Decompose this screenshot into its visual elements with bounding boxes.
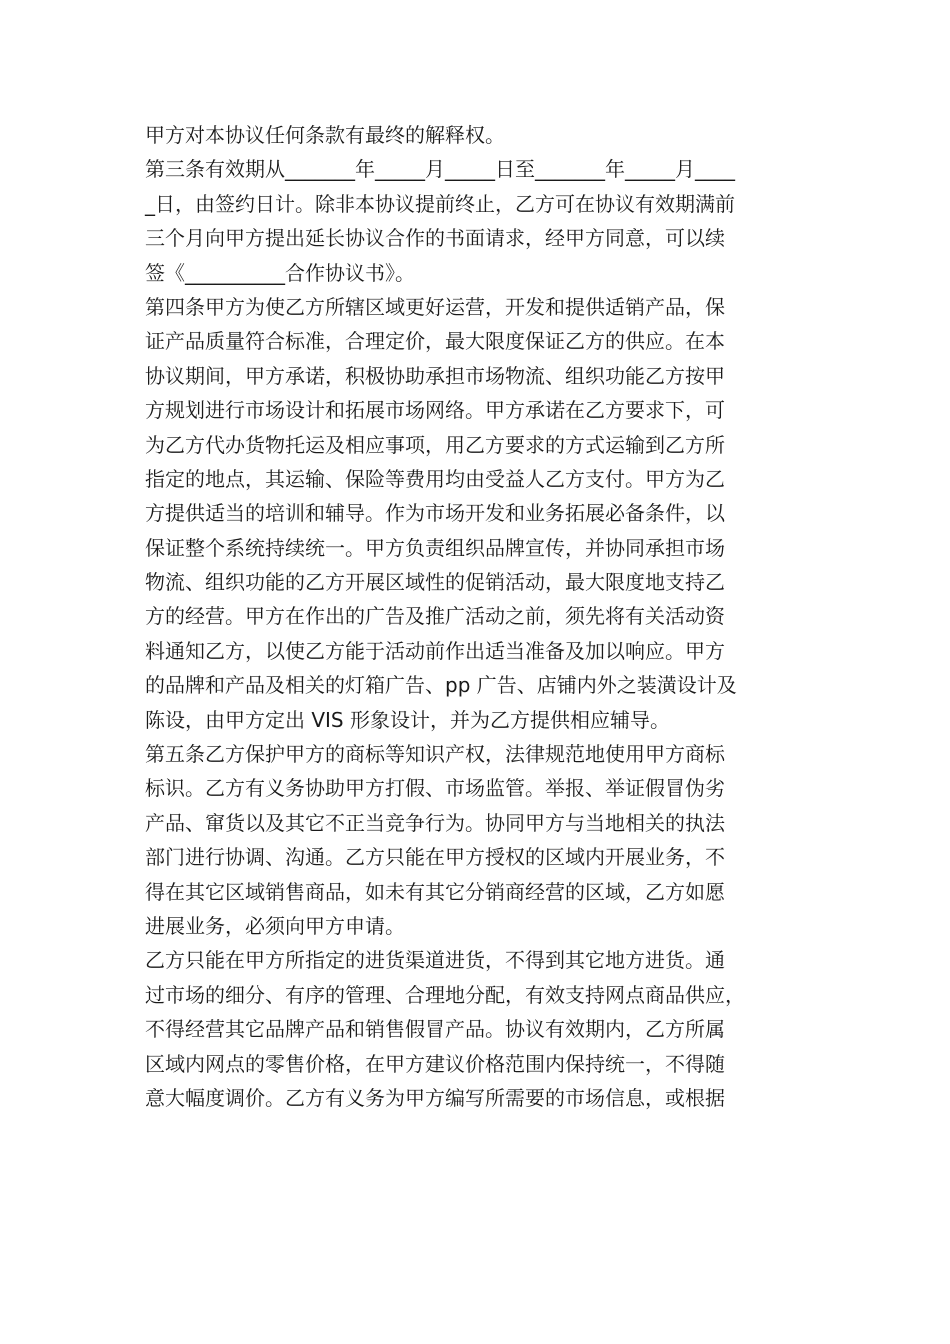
text-line: 协议期间，甲方承诺，积极协助承担市场物流、组织功能乙方按甲 [145, 363, 725, 388]
text-line: 方规划进行市场设计和拓展市场网络。甲方承诺在乙方要求下，可 [145, 398, 725, 423]
text-line: 不得经营其它品牌产品和销售假冒产品。协议有效期内，乙方所属 [145, 1017, 725, 1042]
text-line: 得在其它区域销售商品，如未有其它分销商经营的区域，乙方如愿 [145, 879, 725, 904]
text-line: 三个月向甲方提出延长协议合作的书面请求，经甲方同意，可以续 [145, 226, 725, 251]
text-line: 物流、组织功能的乙方开展区域性的促销活动，最大限度地支持乙 [145, 570, 725, 595]
text-line: 进展业务，必须向甲方申请。 [145, 913, 405, 938]
text-line: 指定的地点，其运输、保险等费用均由受益人乙方支付。甲方为乙 [145, 466, 725, 491]
text-line: 标识。乙方有义务协助甲方打假、市场监管。举报、举证假冒伪劣 [145, 776, 725, 801]
document-body [145, 118, 825, 1115]
text-line: 乙方只能在甲方所指定的进货渠道进货，不得到其它地方进货。通 [145, 948, 725, 973]
text-line: 证产品质量符合标准，合理定价，最大限度保证乙方的供应。在本 [145, 329, 725, 354]
text-line: 料通知乙方，以使乙方能于活动前作出适当准备及加以响应。甲方 [145, 638, 725, 663]
text-line: 为乙方代办货物托运及相应事项，用乙方要求的方式运输到乙方所 [145, 432, 725, 457]
text-line: 签《__________合作协议书》。 [145, 260, 415, 285]
text-line: 甲方对本协议任何条款有最终的解释权。 [145, 123, 505, 147]
text-line: 第四条甲方为使乙方所辖区域更好运营，开发和提供适销产品，保 [145, 294, 725, 319]
text-line: 过市场的细分、有序的管理、合理地分配，有效支持网点商品供应， [145, 982, 745, 1007]
text-line: 第五条乙方保护甲方的商标等知识产权，法律规范地使用甲方商标 [145, 742, 725, 767]
text-line: _日，由签约日计。除非本协议提前终止，乙方可在协议有效期满前 [145, 191, 735, 216]
text-line: 陈设，由甲方定出 VIS 形象设计，并为乙方提供相应辅导。 [145, 707, 670, 732]
text-line: 区域内网点的零售价格，在甲方建议价格范围内保持统一，不得随 [145, 1051, 725, 1076]
text-line: 意大幅度调价。乙方有义务为甲方编写所需要的市场信息，或根据 [145, 1085, 725, 1110]
text-line: 第三条有效期从_______年_____月_____日至_______年_____月____ [145, 157, 735, 182]
text-line: 的品牌和产品及相关的灯箱广告、pp 广告、店铺内外之装潢设计及 [145, 673, 737, 698]
text-line: 部门进行协调、沟通。乙方只能在甲方授权的区域内开展业务，不 [145, 845, 725, 870]
text-line: 产品、窜货以及其它不正当竞争行为。协同甲方与当地相关的执法 [145, 810, 725, 835]
text-line: 方提供适当的培训和辅导。作为市场开发和业务拓展必备条件，以 [145, 501, 725, 526]
text-line: 保证整个系统持续统一。甲方负责组织品牌宣传，并协同承担市场 [145, 535, 725, 560]
text-line: 方的经营。甲方在作出的广告及推广活动之前，须先将有关活动资 [145, 604, 725, 629]
